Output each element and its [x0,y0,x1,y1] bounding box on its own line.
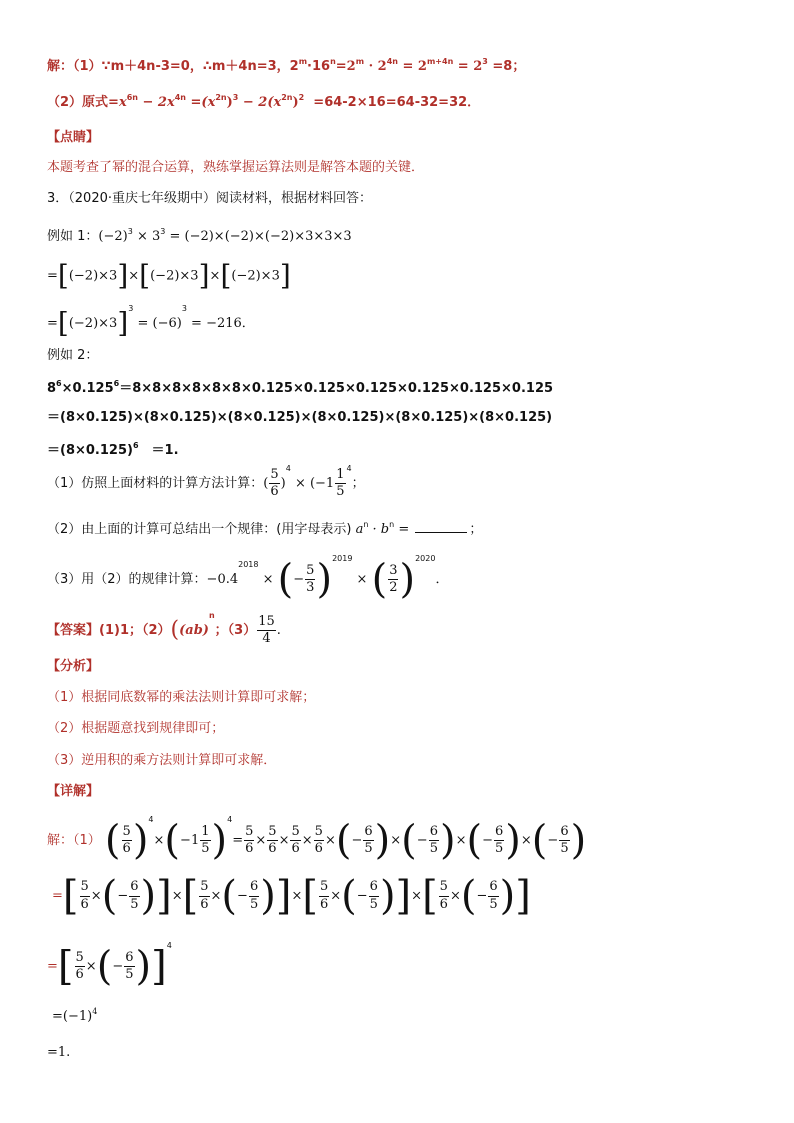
question-part3: （3）用（2）的规律计算：$-0.4^{2018}$ × (− $\frac{5}{3}$ )$^{2019}$ × ( $\frac{3}{2}$ )$^{2020}$． [47,554,449,603]
detail-line4: $=(-1)^4$ [52,1007,98,1024]
detail-line5: =1. [47,1045,71,1060]
answer-line: 【答案】(1)1；（2）((ab)$^n$；（3） $\frac{15}{4}$ . [47,611,281,646]
prev-solution-part2: （2）原式$=x^{6n} - 2x^{4n} =(x^{2n})^3 - 2(x^{2n})^2 =64-2\times 16=64-32=32$． [47,93,481,110]
analysis-line1: （1）根据同底数幂的乘法法则计算即可求解； [47,690,316,705]
example1-line2: =[(−2)×3]×[(−2)×3]×[(−2)×3] [47,259,291,292]
example2-line2: ＝(8×0.125)×(8×0.125)×(8×0.125)×(8×0.125)×(8×0.125)×(8×0.125) [47,410,553,425]
question-title: 3．（2020·重庆七年级期中）阅读材料，根据材料回答： [47,191,372,206]
example1-line3: $=[(-2)\times 3]^3 = (-6)^3 = -216$． [47,304,255,340]
example2-line3: $=(8\times 0.125)^6$ ＝1. [47,441,179,458]
question-part1: （1）仿照上面材料的计算方法计算：( $\frac{5}{6}$ )$^4$ × (−1 $\frac{1}{5}$ $^4$； [47,464,365,499]
answer-blank [415,532,467,533]
dianjing-heading: 【点睛】 [47,130,100,145]
dianjing-text: 本题考查了幂的混合运算，熟练掌握运算法则是解答本题的关键． [47,160,425,175]
example1-line1: 例如 1：$(-2)^3 \times 3^3 = (-2)\times(-2)\times(-2)\times 3\times 3\times 3$ [47,227,352,244]
analysis-heading: 【分析】 [47,659,100,674]
question-part2: （2）由上面的计算可总结出一个规律：(用字母表示) $a^n \cdot b^n$ = ； [47,520,483,537]
analysis-line3: （3）逆用积的乘方法则计算即可求解． [47,753,277,768]
detail-line1: 解：（1） ( $\frac{5}{6}$ )$^4$×(−1 $\frac{1}{5}$ )$^4$= $\frac{5}{6}$ × $\frac{5}{6}$ × $\frac{5}{6}$ × $\frac{5}{6}$ ×(− $\frac{6}{5}$ )×(− $\frac{6}{5}$ )×(− $\frac{6}{5}$ )×(− $\frac{6}{5}$ ) [47,815,587,864]
detail-heading: 【详解】 [47,784,100,799]
example2-label: 例如 2： [47,348,99,363]
example2-line1: $8^6\times 0.125^6=8\times 8\times 8\times 8\times 8\times 8\times 0.125\times 0.125\times 0.125\times 0.125\times 0.125\times 0.125$ [47,379,554,396]
detail-line2: =[ $\frac{5}{6}$ ×(− $\frac{6}{5}$ )]×[ $\frac{5}{6}$ ×(− $\frac{6}{5}$ )]×[ $\frac{5}{6}$ ×(− $\frac{6}{5}$ )]×[ $\frac{5}{6}$ ×(− $\frac{6}{5}$ )] [52,873,531,919]
prev-solution-part1: 解：（1）∵m＋4n-3=0，∴m＋4n=3，$2^m\cdot 16^n=2^m \cdot 2^{4n} = 2^{m+4n} = 2^3 =8$； [47,57,526,74]
detail-line3: =[ $\frac{5}{6}$ ×(− $\frac{6}{5}$ )]$^4$ [47,941,172,990]
analysis-line2: （2）根据题意找到规律即可； [47,721,225,736]
